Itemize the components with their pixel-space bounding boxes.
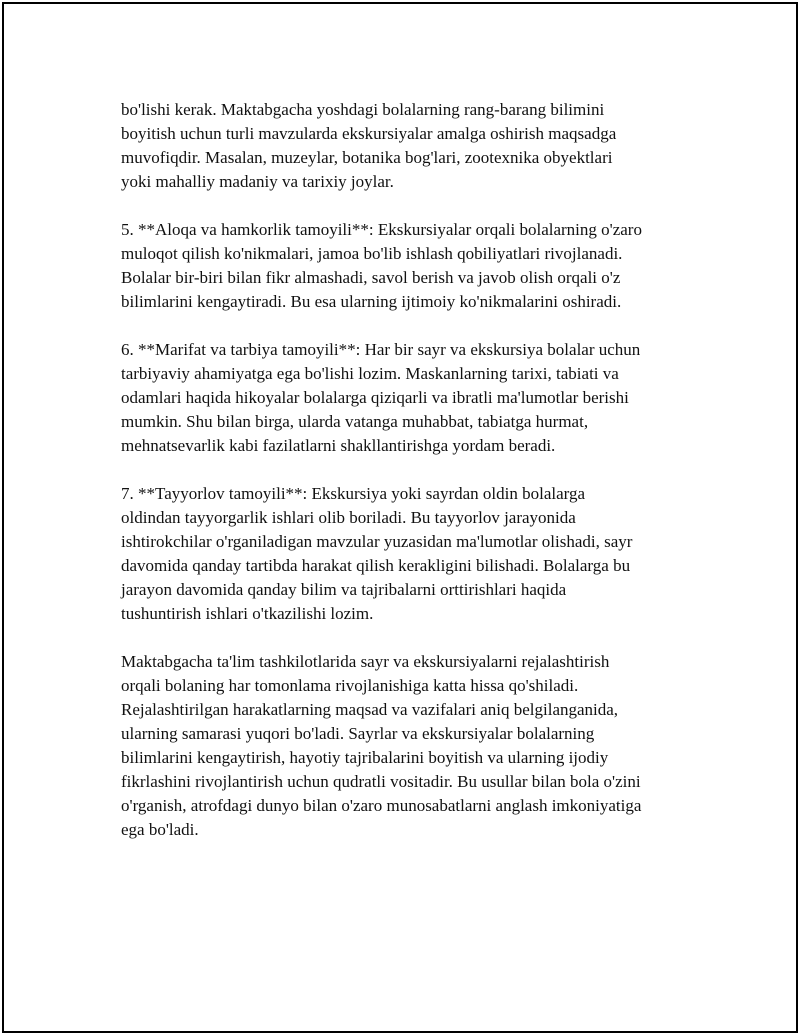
paragraph-conclusion: [121, 650, 701, 842]
text-line: bo'lishi kerak. Maktabgacha yoshdagi bolalarning rang-barang bilimini: [121, 100, 605, 119]
paragraph-principle-6: [121, 338, 701, 458]
text-line: 6. **Marifat va tarbiya tamoyili**: Har bir sayr va ekskursiya bolalar uchun: [121, 340, 641, 359]
text-line: mumkin. Shu bilan birga, ularda vatanga muhabbat, tabiatga hurmat,: [121, 412, 589, 431]
text-line: mehnatsevarlik kabi fazilatlarni shakllantirishga yordam beradi.: [121, 436, 556, 455]
text-line: bilimlarini kengaytirish, hayotiy tajribalarini boyitish va ularning ijodiy: [121, 748, 609, 767]
text-line: ishtirokchilar o'rganiladigan mavzular yuzasidan ma'lumotlar olishadi, sayr: [121, 532, 633, 551]
text-line: Rejalashtirilgan harakatlarning maqsad va vazifalari aniq belgilanganida,: [121, 700, 619, 719]
text-line: Maktabgacha ta'lim tashkilotlarida sayr va ekskursiyalarni rejalashtirish: [121, 652, 610, 671]
text-line: ularning samarasi yuqori bo'ladi. Sayrlar va ekskursiyalar bolalarning: [121, 724, 595, 743]
text-line: Bolalar bir-biri bilan fikr almashadi, savol berish va javob olish orqali o'z: [121, 268, 621, 287]
text-line: boyitish uchun turli mavzularda ekskursiyalar amalga oshirish maqsadga: [121, 124, 617, 143]
page-frame: [2, 2, 798, 1033]
paragraph-principle-5: [121, 218, 701, 314]
text-line: muloqot qilish ko'nikmalari, jamoa bo'lib ishlash qobiliyatlari rivojlanadi.: [121, 244, 623, 263]
document-body: [121, 98, 701, 866]
text-line: oldindan tayyorgarlik ishlari olib boriladi. Bu tayyorlov jarayonida: [121, 508, 576, 527]
text-line: 7. **Tayyorlov tamoyili**: Ekskursiya yoki sayrdan oldin bolalarga: [121, 484, 586, 503]
text-line: odamlari haqida hikoyalar bolalarga qiziqarli va ibratli ma'lumotlar berishi: [121, 388, 629, 407]
text-line: orqali bolaning har tomonlama rivojlanishiga katta hissa qo'shiladi.: [121, 676, 579, 695]
text-line: 5. **Aloqa va hamkorlik tamoyili**: Ekskursiyalar orqali bolalarning o'zaro: [121, 220, 642, 239]
text-line: tarbiyaviy ahamiyatga ega bo'lishi lozim. Maskanlarning tarixi, tabiati va: [121, 364, 619, 383]
text-line: bilimlarini kengaytiradi. Bu esa ularning ijtimoiy ko'nikmalarini oshiradi.: [121, 292, 622, 311]
text-line: ega bo'ladi.: [121, 820, 199, 839]
text-line: davomida qanday tartibda harakat qilish kerakligini bilishadi. Bolalarga bu: [121, 556, 631, 575]
paragraph-intro-continuation: [121, 98, 701, 194]
text-line: jarayon davomida qanday bilim va tajribalarni orttirishlari haqida: [121, 580, 567, 599]
paragraph-principle-7: [121, 482, 701, 626]
text-line: fikrlashini rivojlantirish uchun qudratli vositadir. Bu usullar bilan bola o'zini: [121, 772, 641, 791]
text-line: muvofiqdir. Masalan, muzeylar, botanika bog'lari, zootexnika obyektlari: [121, 148, 613, 167]
text-line: tushuntirish ishlari o'tkazilishi lozim.: [121, 604, 374, 623]
text-line: yoki mahalliy madaniy va tarixiy joylar.: [121, 172, 394, 191]
text-line: o'rganish, atrofdagi dunyo bilan o'zaro munosabatlarni anglash imkoniyatiga: [121, 796, 642, 815]
